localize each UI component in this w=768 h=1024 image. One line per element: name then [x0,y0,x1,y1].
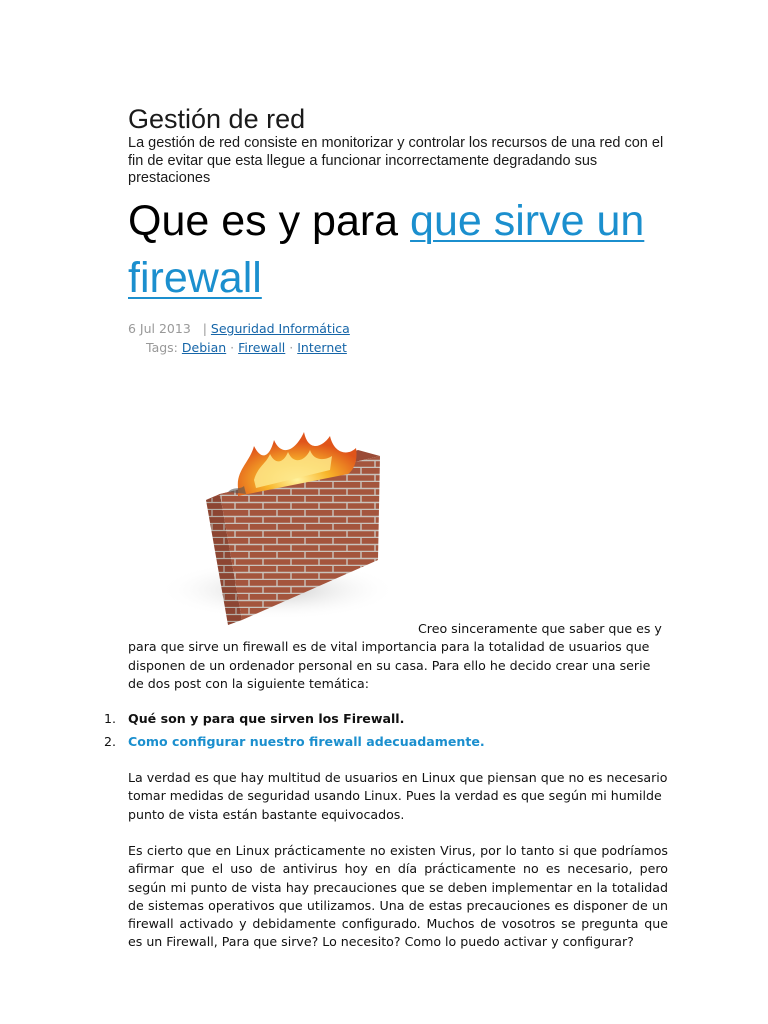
list-number: 1. [104,711,117,726]
tag-link-internet[interactable]: Internet [297,340,347,355]
list-item-link[interactable]: Como configurar nuestro firewall adecuadamente. [128,734,485,749]
post-title-link[interactable]: que sirve un firewall [128,197,645,302]
firewall-illustration-icon [158,370,418,625]
tags-label: Tags: [146,340,178,355]
post-meta [128,319,668,357]
tag-link-debian[interactable]: Debian [181,340,227,355]
category-link[interactable]: Seguridad Informática [210,321,350,336]
tag-link-firewall[interactable]: Firewall [238,340,286,355]
paragraph-firewall-question: Es cierto que en Linux prácticamente no existen Virus, por lo tanto si que podríamos afirmar que el uso de antivirus hoy en día prácticamente no es necesario, pero según mi punto de vista hay precauciones que se deben implementar en la totalidad de sistemas operativos que utilizamos. Una de estas precauciones es disponer de un firewall activado y debidamente configurado. Muchos de vosotros se pregunta que es un Firewall, Para que sirve? Lo necesito? Como lo puedo activar y configurar? [128,843,668,950]
list-number: 2. [104,734,117,749]
post-date: 6 Jul 2013 [128,321,191,336]
list-item-text: Qué son y para que sirven los Firewall. [128,711,405,726]
paragraph-linux-users: La verdad es que hay multitud de usuarios en Linux que piensan que no es necesario tomar medidas de seguridad usando Linux. Pues la verdad es que según mi humilde punto de vista están bastante equivocados. [128,770,668,822]
tag-separator: · [230,340,235,355]
category-separator: | [202,321,207,336]
section-intro: La gestión de red consiste en monitorizar y controlar los recursos de una red con el fin de evitar que esta llegue a funcionar incorrectamente degradando sus prestaciones [128,135,664,186]
post-tags [128,338,668,357]
post-title [128,193,668,307]
section-title: Gestión de red [128,104,306,134]
post-title-plain: Que es y para [128,197,411,245]
list-item[interactable] [104,733,664,756]
topic-list [104,710,664,756]
tag-separator: · [289,340,294,355]
list-item [104,710,664,733]
paragraph-intro: Creo sinceramente que saber que es y para que sirve un firewall es de vital importancia para la totalidad de usuarios que disponen de un ordenador personal en su casa. Para ello he decido crear una serie de dos post con la siguiente temática: [128,621,662,691]
